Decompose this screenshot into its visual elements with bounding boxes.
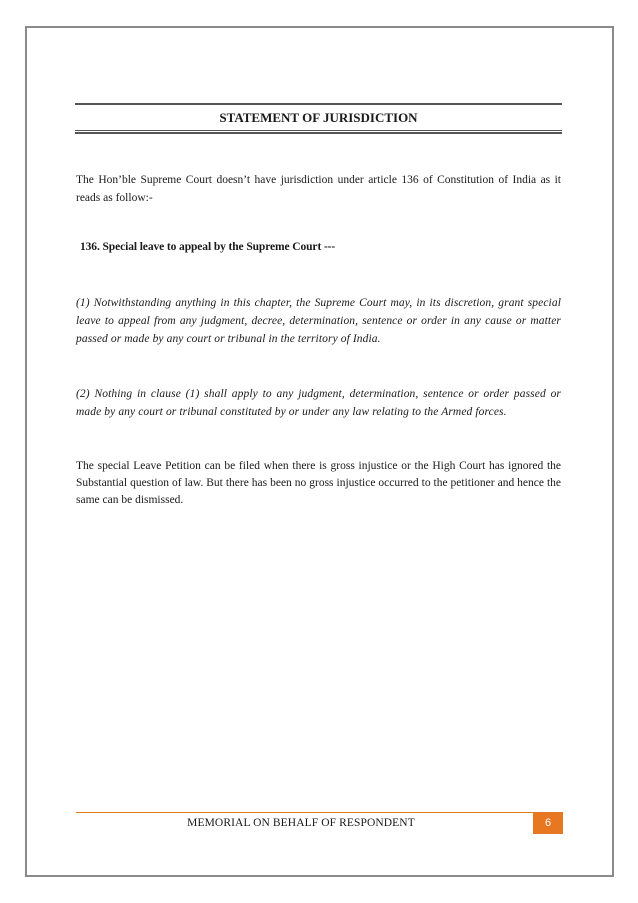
conclusion-paragraph: The special Leave Petition can be filed when there is gross injustice or the High Court has ignored the Substantial question of law. But there has been no gross injustice occurred to the petitioner and hence the same can be dismissed. (76, 460, 561, 506)
article-title: 136. Special leave to appeal by the Supreme Court --- (80, 241, 336, 253)
heading-rule-bottom (75, 130, 562, 134)
page-title: STATEMENT OF JURISDICTION (219, 110, 418, 125)
footer-rule (76, 812, 563, 813)
intro-paragraph: The Hon’ble Supreme Court doesn’t have jurisdiction under article 136 of Constitution of India as it reads as follow:- (76, 174, 561, 204)
clause-1-paragraph: (1) Notwithstanding anything in this chapter, the Supreme Court may, in its discretion, grant special leave to appeal from any judgment, decree, determination, sentence or order in any cause or matter passed or made by any court or tribunal in the territory of India. (76, 297, 561, 345)
clause-2-paragraph: (2) Nothing in clause (1) shall apply to any judgment, determination, sentence or order passed or made by any court or tribunal constituted by or under any law relating to the Armed forces. (76, 388, 561, 418)
page-border (25, 26, 614, 877)
heading-section (75, 103, 562, 134)
footer-text: MEMORIAL ON BEHALF OF RESPONDENT (187, 817, 415, 829)
page-footer (76, 812, 563, 834)
page-number-badge: 6 (533, 812, 563, 834)
